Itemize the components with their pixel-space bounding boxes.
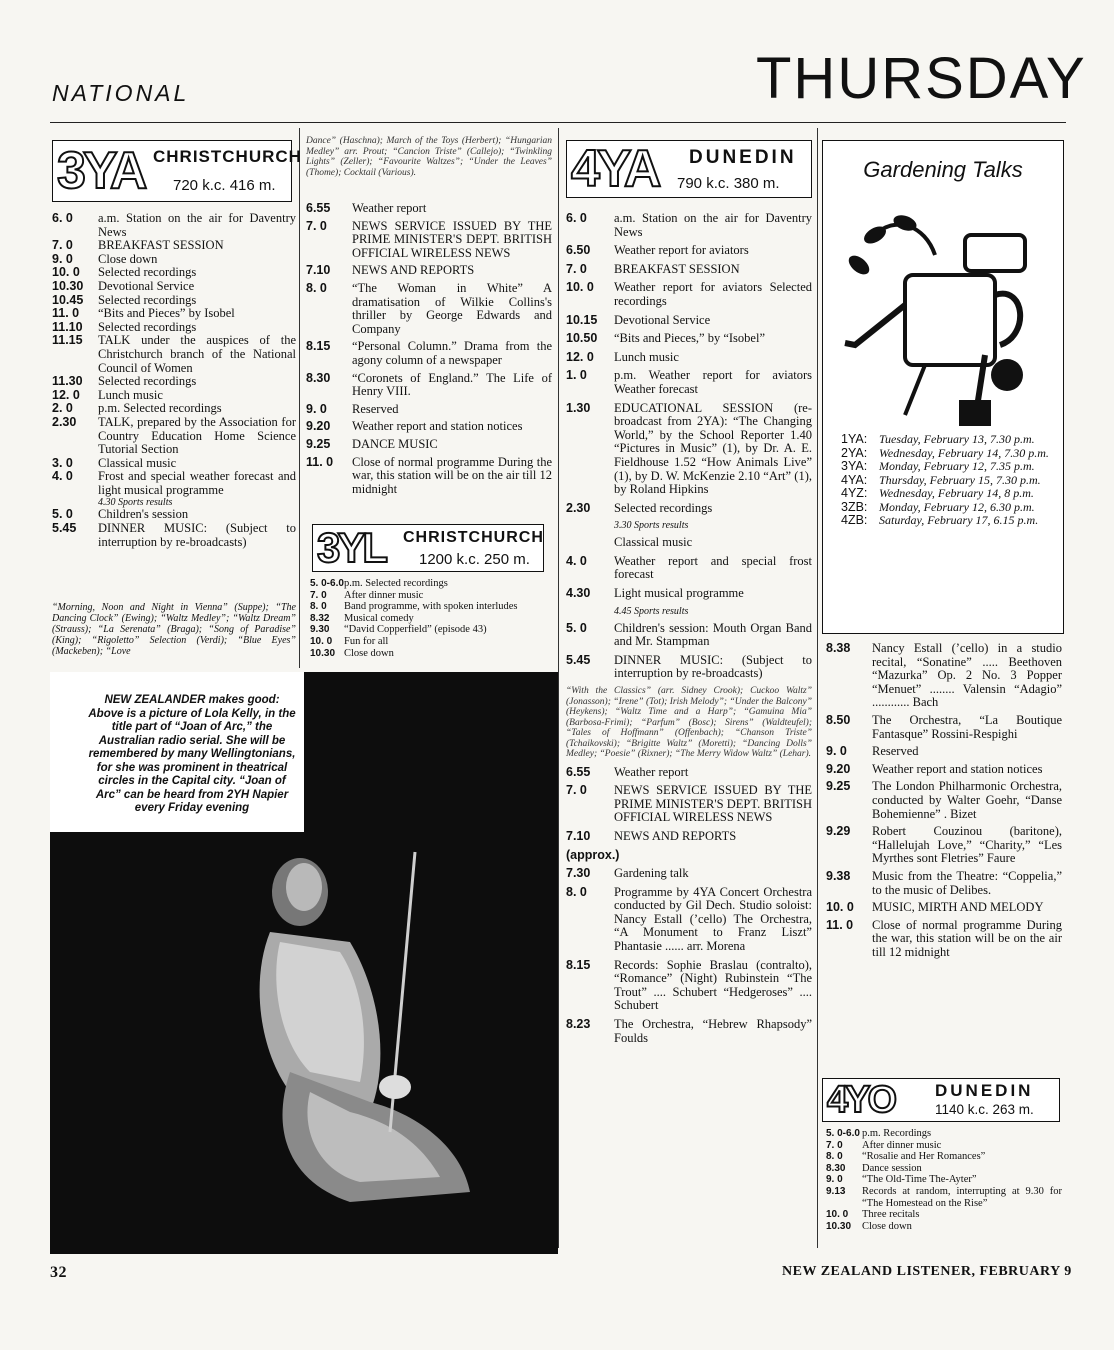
schedule-entry <box>52 389 296 403</box>
entry-description: TALK under the auspices of the Christchurch branch of the National Council of Women <box>98 333 296 375</box>
schedule-entry <box>52 280 296 294</box>
entry-description: Selected recordings <box>614 500 713 515</box>
entry-time: 2.30 <box>566 500 591 515</box>
entry-description: Thursday, February 15, 7.30 p.m. <box>879 472 1041 487</box>
entry-description: Records at random, interrupting at 9.30 for “The Homestead on the Rise” <box>862 1185 1062 1209</box>
entry-description: “Bits and Pieces,” by “Isobel” <box>614 331 765 346</box>
entry-time: 9. 0 <box>52 251 73 266</box>
entry-description: a.m. Station on the air for Daventry News <box>614 211 812 239</box>
entry-description: The London Philharmonic Orchestra, conducted by Walter Goehr, “Danse Bohemienne” . Bizet <box>872 779 1062 821</box>
schedule-entry <box>826 745 1062 759</box>
schedule-entry <box>306 202 552 216</box>
dinner-music-list: “Morning, Noon and Night in Vienna” (Suppe); “The Dancing Clock” (Ewing); “Waltz Medley”; “Waltz Dream” (Strauss); “La Serenata” (Braga); “Song of Paradise” (King); “Rigoletto” Selection (Verdi); “Blue Eyes” (Mackeben); “Love <box>52 602 296 657</box>
entry-description: BREAKFAST SESSION <box>98 238 224 253</box>
schedule-entry <box>306 372 552 399</box>
entry-time: 8.50 <box>826 712 851 727</box>
entry-time: 3ZB: <box>841 499 868 514</box>
schedule-entry <box>52 253 296 267</box>
entry-time: 8.30 <box>306 370 331 385</box>
schedule-entry <box>310 636 554 648</box>
entry-description: After dinner music <box>344 589 424 601</box>
schedule-entry <box>566 766 812 780</box>
entry-description: Close down <box>98 251 158 266</box>
entry-time: 1.30 <box>566 400 591 415</box>
entry-time: 8. 0 <box>306 280 327 295</box>
gardening-entry <box>841 447 1053 461</box>
entry-time: 7.10 <box>566 828 591 843</box>
entry-description: DINNER MUSIC: (Subject to interruption by re-broadcasts) <box>98 521 296 549</box>
schedule-entry <box>566 520 812 531</box>
station-city: DUNEDIN <box>935 1081 1034 1100</box>
entry-time: 10.30 <box>52 278 84 293</box>
schedule-entry <box>566 536 812 550</box>
entry-time: 7. 0 <box>826 1139 843 1151</box>
schedule-entry <box>306 340 552 367</box>
entry-description: Fun for all <box>344 635 389 647</box>
entry-description: Light musical programme <box>614 586 744 601</box>
entry-time: 9. 0 <box>306 401 327 416</box>
gardening-entry <box>841 501 1053 515</box>
entry-time: 10. 0 <box>52 265 80 280</box>
entry-description: MUSIC, MIRTH AND MELODY <box>872 900 1044 915</box>
entry-time: 5.45 <box>52 521 77 536</box>
entry-time: 7. 0 <box>566 783 587 798</box>
entry-description: Selected recordings <box>98 265 197 280</box>
schedule-entry <box>52 212 296 239</box>
gardening-entry <box>841 433 1053 447</box>
entry-time: (approx.) <box>566 847 620 862</box>
entry-time: 11. 0 <box>52 306 80 321</box>
schedule-entry <box>52 266 296 280</box>
schedule-3ya <box>52 212 296 549</box>
entry-description: DINNER MUSIC: (Subject to interruption by re-broadcasts) <box>614 652 812 681</box>
watering-can-illustration <box>835 195 1051 427</box>
gardening-entry <box>841 514 1053 528</box>
entry-description: “The Woman in White” A dramatisation of Wilkie Collins's thriller by George Edwards and Company <box>352 280 552 336</box>
entry-description: Monday, February 12, 6.30 p.m. <box>879 499 1035 514</box>
entry-description: Weather report <box>614 764 689 779</box>
entry-description: p.m. Selected recordings <box>344 578 448 589</box>
header-national: NATIONAL <box>52 80 190 106</box>
entry-description: TALK, prepared by the Association for Country Education Home Science Tutorial Section <box>98 414 296 457</box>
entry-description: EDUCATIONAL SESSION (re-broadcast from 2YA): “The Changing World,” by the School Reporter 1.40 “Pictures in Music” (1), by Dr. A. E. Fieldhouse 1.52 “How Animals Live” (1), by D. W. McKenzie 2.10 “Art” (1), by Roland Hipkins <box>614 400 812 497</box>
schedule-4ya <box>566 212 812 1050</box>
entry-description: BREAKFAST SESSION <box>614 261 740 276</box>
dinner-music-list: “With the Classics” (arr. Sidney Crook); Cuckoo Waltz” (Jonasson); “Irene” (Tot); Irish Melody”; “Under the Balcony” (Heykens); “Waltz Time and a Harp”; “Gamuina Mia” (Barbosa-Frimi); “Parfum” (Bosc); Sirens” (Waldteufel); “Tales of Hoffmann” (Offenbach); “Chanson Triste” (Tchaikovski); “Brigitte Waltz” (Moretti); “Dancing Dolls” Medley; “Poesie” (Rixner); “The Merry Widow Waltz” (Lehar). <box>566 686 812 760</box>
entry-description: Selected recordings <box>98 374 197 389</box>
schedule-entry <box>306 264 552 278</box>
entry-time: 7. 0 <box>566 261 587 276</box>
entry-time: 8.15 <box>306 339 331 354</box>
entry-time <box>566 606 614 617</box>
entry-description: Reserved <box>352 401 399 416</box>
entry-time: 8.15 <box>566 957 591 972</box>
entry-description: “Rosalie and Her Romances” <box>862 1151 986 1163</box>
column-divider <box>817 128 818 1248</box>
schedule-entry <box>52 375 296 389</box>
schedule-entry <box>566 314 812 328</box>
entry-time: 8.23 <box>566 1017 591 1032</box>
entry-description: Three recitals <box>862 1209 920 1221</box>
entry-description: Frost and special weather forecast and light musical programme <box>98 469 296 497</box>
station-city: CHRISTCHURCH <box>403 529 544 546</box>
schedule-entry <box>306 438 552 452</box>
entry-time: 4.30 <box>566 586 591 601</box>
gardening-entry <box>841 474 1053 488</box>
station-banner-4ya <box>566 140 812 198</box>
station-banner-3ya <box>52 140 302 202</box>
column-divider <box>558 128 559 1248</box>
schedule-entry <box>826 1151 1062 1163</box>
callsign: 3YA <box>57 142 145 200</box>
entry-description: “David Copperfield” (episode 43) <box>344 624 487 636</box>
entry-time: 10. 0 <box>566 280 594 295</box>
schedule-entry <box>310 624 554 636</box>
entry-time: 10.30 <box>826 1220 852 1232</box>
schedule-entry <box>566 867 812 881</box>
schedule-entry <box>566 263 812 277</box>
entry-time: 5. 0-6.0 <box>826 1128 860 1139</box>
entry-time: 8.30 <box>826 1162 846 1174</box>
entry-time: 6.55 <box>306 201 331 215</box>
entry-time: 9.20 <box>306 419 331 434</box>
schedule-entry <box>52 294 296 308</box>
schedule-entry <box>310 590 554 602</box>
entry-description: “Personal Column.” Drama from the agony column of a newspaper <box>352 339 552 367</box>
schedule-entry <box>566 886 812 954</box>
entry-time: 10. 0 <box>826 900 854 915</box>
column-divider <box>299 128 300 668</box>
entry-description: The Orchestra, “La Boutique Fantasque” Rossini-Respighi <box>872 712 1062 741</box>
schedule-entry <box>826 714 1062 741</box>
station-banner-4yo <box>822 1078 1060 1122</box>
entry-description: NEWS SERVICE ISSUED BY THE PRIME MINISTER'S DEPT. BRITISH OFFICIAL WIRELESS NEWS <box>352 218 552 260</box>
entry-time: 10. 0 <box>826 1209 849 1221</box>
entry-description: Weather report and station notices <box>352 419 523 434</box>
entry-time: 7. 0 <box>306 218 327 233</box>
schedule-entry <box>826 1174 1062 1186</box>
entry-description: Devotional Service <box>98 278 195 293</box>
schedule-entry <box>826 870 1062 897</box>
station-frequency: 790 k.c. 380 m. <box>677 175 780 192</box>
entry-description: The Orchestra, “Hebrew Rhapsody” Foulds <box>614 1017 812 1045</box>
schedule-4yo <box>826 1128 1062 1232</box>
entry-time: 6.55 <box>566 764 591 779</box>
schedule-entry <box>566 849 812 863</box>
callsign: 3YL <box>317 524 386 571</box>
entry-description: Weather report and station notices <box>872 761 1043 776</box>
entry-description: Close of normal programme During the war, this station will be on the air till 12 midnight <box>872 917 1062 959</box>
schedule-entry <box>826 1140 1062 1152</box>
entry-time: 4. 0 <box>52 469 73 484</box>
schedule-entry <box>52 334 296 375</box>
schedule-entry <box>310 613 554 625</box>
schedule-entry <box>566 606 812 617</box>
entry-time: 3. 0 <box>52 455 73 470</box>
gardening-title: Gardening Talks <box>863 157 1023 182</box>
entry-description: Reserved <box>872 744 919 759</box>
schedule-entry <box>566 654 812 681</box>
entry-time: 1YA: <box>841 432 868 446</box>
entry-description: Music from the Theatre: “Coppelia,” to the music of Delibes. <box>872 868 1062 897</box>
callsign: 4YA <box>571 140 659 198</box>
entry-description: p.m. Weather report for aviators Weather forecast <box>614 368 812 396</box>
schedule-entry <box>826 901 1062 915</box>
publication-footer: NEW ZEALAND LISTENER, FEBRUARY 9 <box>782 1264 1072 1279</box>
entry-description: “Coronets of England.” The Life of Henry VIII. <box>352 370 552 399</box>
entry-time: 9.38 <box>826 868 851 883</box>
entry-description: After dinner music <box>862 1139 942 1151</box>
entry-description: Lunch music <box>614 349 679 364</box>
entry-description: Wednesday, February 14, 8 p.m. <box>879 486 1034 500</box>
entry-time <box>566 536 614 550</box>
entry-time: 10.45 <box>52 292 84 307</box>
schedule-entry <box>566 351 812 365</box>
schedule-entry <box>826 1163 1062 1175</box>
gardening-schedule <box>841 433 1053 528</box>
station-frequency: 1200 k.c. 250 m. <box>419 551 530 568</box>
schedule-entry <box>566 587 812 601</box>
entry-description: Nancy Estall (’cello) in a studio recital, “Sonatine” ..... Beethoven “Mazurka” Op. 2 No. 3 Popper “Menuet” ........ Valensin “Adagio” ............ Bach <box>872 641 1062 710</box>
gardening-entry <box>841 460 1053 474</box>
entry-description: Selected recordings <box>98 292 197 307</box>
schedule-entry <box>826 1128 1062 1140</box>
entry-time: 5. 0-6.0 <box>310 578 344 589</box>
entry-description: 4.45 Sports results <box>614 605 689 617</box>
schedule-entry <box>826 919 1062 960</box>
schedule-entry <box>306 420 552 434</box>
entry-time: 7. 0 <box>310 589 327 601</box>
entry-time: 9.25 <box>306 436 331 451</box>
entry-description: Saturday, February 17, 6.15 p.m. <box>879 513 1039 527</box>
entry-time: 11.30 <box>52 374 83 389</box>
schedule-4ya-evening <box>566 766 812 1046</box>
entry-time: 11. 0 <box>306 454 334 469</box>
entry-description: Devotional Service <box>614 312 711 327</box>
schedule-4ya-late <box>826 642 1062 963</box>
schedule-entry <box>566 402 812 497</box>
entry-description: Gardening talk <box>614 866 689 881</box>
schedule-entry <box>566 959 812 1013</box>
entry-description: Band programme, with spoken interludes <box>344 601 518 613</box>
schedule-entry <box>826 780 1062 821</box>
entry-time: 2.30 <box>52 414 77 429</box>
schedule-entry <box>52 522 296 549</box>
actress-photo <box>230 832 558 1252</box>
entry-description <box>614 849 812 863</box>
station-city: DUNEDIN <box>689 147 797 168</box>
entry-time: 7.30 <box>566 866 591 881</box>
entry-description: Weather report for aviators Selected recordings <box>614 280 812 308</box>
schedule-entry <box>306 456 552 497</box>
station-frequency: 1140 k.c. 263 m. <box>935 1102 1034 1117</box>
photo-panel <box>50 672 558 1254</box>
entry-time: 9. 0 <box>826 744 847 759</box>
entry-time: 2YA: <box>841 445 868 460</box>
entry-description: p.m. Selected recordings <box>98 401 222 416</box>
schedule-entry <box>52 239 296 253</box>
schedule-entry <box>566 622 812 649</box>
entry-description: Classical music <box>98 455 177 470</box>
entry-description: Monday, February 12, 7.35 p.m. <box>879 459 1035 473</box>
entry-description: Weather report and special frost forecast <box>614 553 812 582</box>
entry-time: 9.20 <box>826 761 851 776</box>
schedule-entry <box>826 642 1062 710</box>
schedule-3yl <box>310 578 554 659</box>
entry-time: 4ZB: <box>841 513 868 527</box>
entry-time: 11.10 <box>52 319 83 334</box>
station-frequency: 720 k.c. 416 m. <box>173 177 276 194</box>
gardening-talks-box <box>822 140 1064 634</box>
entry-description: Lunch music <box>98 387 163 402</box>
schedule-entry <box>566 1018 812 1045</box>
entry-time: 10.50 <box>566 331 598 346</box>
entry-description: Children's session: Mouth Organ Band and Mr. Stampman <box>614 620 812 649</box>
entry-description: DANCE MUSIC <box>352 436 438 451</box>
entry-description: NEWS AND REPORTS <box>352 263 475 278</box>
entry-description: Close of normal programme During the war, this station will be on the air till 12 midnight <box>352 454 552 496</box>
schedule-entry <box>826 825 1062 866</box>
schedule-entry <box>566 830 812 844</box>
schedule-entry <box>826 1186 1062 1209</box>
entry-time: 8. 0 <box>310 601 327 613</box>
entry-description: a.m. Station on the air for Daventry News <box>98 211 296 239</box>
entry-description: Records: Sophie Braslau (contralto), “Romance” (Night) Rubinstein “The Trout” .... Schubert “Hedgeroses” .... Schubert <box>614 957 812 1013</box>
schedule-entry <box>826 1221 1062 1233</box>
entry-time: 9. 0 <box>826 1174 843 1186</box>
photo-caption: NEW ZEALANDER makes good: Above is a picture of Lola Kelly, in the title part of “Joan of Arc,” the Australian radio serial. She will be remembered by many Wellingtonians, for she was prominent in theatrical circles in the Capital city. “Joan of Arc” can be heard from 2YH Napier every Friday evening <box>88 694 296 814</box>
entry-time <box>566 520 614 531</box>
entry-time: 4YZ: <box>841 486 868 500</box>
schedule-entry <box>566 212 812 239</box>
entry-description: Close down <box>344 647 394 659</box>
entry-time: 5. 0 <box>52 507 73 522</box>
entry-time: 8. 0 <box>566 884 587 899</box>
entry-time: 6. 0 <box>566 211 587 225</box>
entry-description: “Bits and Pieces” by Isobel <box>98 306 235 321</box>
schedule-entry <box>310 578 554 590</box>
entry-description: NEWS SERVICE ISSUED BY THE PRIME MINISTER'S DEPT. BRITISH OFFICIAL WIRELESS NEWS <box>614 783 812 825</box>
schedule-entry <box>52 457 296 471</box>
entry-time: 3YA: <box>841 459 868 473</box>
schedule-entry <box>306 403 552 417</box>
schedule-entry <box>52 402 296 416</box>
entry-description: “The Old-Time The-Ayter” <box>862 1174 977 1186</box>
gardening-entry <box>841 487 1053 501</box>
entry-time: 8. 0 <box>826 1151 843 1163</box>
entry-time: 9.25 <box>826 779 851 794</box>
entry-time: 9.30 <box>310 624 330 636</box>
station-city: CHRISTCHURCH <box>153 147 302 166</box>
schedule-entry <box>52 307 296 321</box>
schedule-entry <box>306 282 552 336</box>
entry-time: 4YA: <box>841 472 868 487</box>
schedule-entry <box>306 220 552 261</box>
schedule-entry <box>52 470 296 497</box>
entry-time: 1. 0 <box>566 368 587 383</box>
entry-description: Children's session <box>98 507 189 522</box>
schedule-entry <box>52 321 296 335</box>
schedule-entry <box>52 508 296 522</box>
entry-time: 6.50 <box>566 243 591 258</box>
entry-time: 2. 0 <box>52 401 73 416</box>
entry-description: Close down <box>862 1220 912 1232</box>
entry-time: 10.30 <box>310 647 336 659</box>
entry-time: 11. 0 <box>826 917 854 932</box>
schedule-entry <box>566 332 812 346</box>
entry-time: 6. 0 <box>52 211 73 225</box>
schedule-entry <box>566 784 812 825</box>
entry-time: 8.38 <box>826 641 851 655</box>
header-rule <box>50 122 1066 123</box>
schedule-entry <box>826 763 1062 777</box>
entry-description: Wednesday, February 14, 7.30 p.m. <box>879 445 1049 460</box>
schedule-entry <box>566 502 812 516</box>
entry-description: Weather report for aviators <box>614 243 749 258</box>
schedule-entry <box>310 648 554 660</box>
entry-time: 10. 0 <box>310 635 333 647</box>
entry-description: Robert Couzinou (baritone), “Hallelujah Love,” “Charity,” “Les Myrthes sont Fletries” Faure <box>872 824 1062 866</box>
entry-time: 4. 0 <box>566 553 587 568</box>
entry-description: NEWS AND REPORTS <box>614 828 737 843</box>
station-banner-3yl <box>312 524 544 572</box>
entry-time: 9.29 <box>826 824 851 839</box>
schedule-entry <box>52 416 296 457</box>
schedule-entry <box>310 601 554 613</box>
entry-time: 8.32 <box>310 612 330 624</box>
dinner-music-continued: Dance” (Haschna); March of the Toys (Herbert); “Hungarian Medley” arr. Prout; “Cancion Triste” (Callejo); “Twinkling Lights” (Zeller); “Favourite Waltzes”; “Under the Leaves” (Thome); Cocktail (Various). <box>306 136 552 178</box>
entry-description: 4.30 Sports results <box>98 497 173 509</box>
entry-time: 12. 0 <box>52 387 80 402</box>
entry-time: 10.15 <box>566 312 598 327</box>
schedule-entry <box>826 1209 1062 1221</box>
entry-description: Programme by 4YA Concert Orchestra conducted by Gil Dech. Studio soloist: Nancy Estall (’cello) The Orchestra, “A Monument to Franz Liszt” Phantasie ...... arr. Morena <box>614 884 812 954</box>
header-day: THURSDAY <box>756 46 1087 111</box>
schedule-entry <box>566 281 812 308</box>
page-number: 32 <box>50 1264 67 1281</box>
entry-time: 5. 0 <box>566 620 587 635</box>
schedule-entry <box>566 555 812 582</box>
entry-time: 7. 0 <box>52 238 73 253</box>
entry-description: Classical music <box>614 535 693 550</box>
schedule-3ya-evening <box>306 202 552 500</box>
callsign: 4YO <box>827 1079 895 1121</box>
entry-description: 3.30 Sports results <box>614 520 689 532</box>
entry-description: Musical comedy <box>344 612 414 624</box>
schedule-entry <box>566 244 812 258</box>
entry-description: Dance session <box>862 1162 922 1174</box>
entry-description: Tuesday, February 13, 7.30 p.m. <box>879 432 1035 446</box>
entry-description: Selected recordings <box>98 319 197 334</box>
entry-time: 5.45 <box>566 652 591 667</box>
entry-time: 7.10 <box>306 263 331 278</box>
schedule-entry <box>566 369 812 396</box>
entry-description: p.m. Recordings <box>862 1128 932 1139</box>
entry-time: 12. 0 <box>566 349 594 364</box>
entry-description: Weather report <box>352 201 427 215</box>
entry-time: 11.15 <box>52 333 83 348</box>
entry-time: 9.13 <box>826 1185 846 1197</box>
